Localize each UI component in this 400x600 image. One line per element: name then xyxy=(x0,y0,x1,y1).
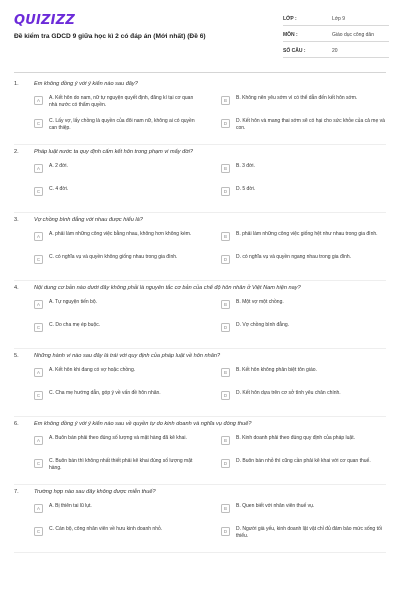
question-header xyxy=(14,281,386,299)
option-letter-box[interactable]: A xyxy=(34,368,43,377)
question-number: 1. xyxy=(14,81,19,87)
document-title: Đề kiểm tra GDCD 9 giữa học kì 2 có đáp án (Mới nhất) (Đề 6) xyxy=(14,33,206,40)
option-text: B. Không nên yêu sớm vì có thể dẫn đến kết hôn sớm. xyxy=(236,95,358,101)
answer-option-b[interactable] xyxy=(221,95,400,115)
option-letter-box[interactable]: D xyxy=(221,187,230,196)
option-text: D. Kết hôn và mang thai sớm sẽ có hại cho sức khỏe của cả mẹ và con. xyxy=(236,118,385,131)
option-letter-box[interactable]: D xyxy=(221,459,230,468)
option-text: B. Quen biết với nhân viên thuế vụ. xyxy=(236,503,315,509)
question-number: 3. xyxy=(14,217,19,223)
question-header xyxy=(14,77,386,95)
question-text: Em không đồng ý với ý kiến nào sau về quyền tự do kinh doanh và nghĩa vụ đóng thuế? xyxy=(34,421,252,427)
answer-option-a[interactable] xyxy=(34,95,221,115)
option-text: D. Người già yếu, kinh doanh lặt vặt chỉ đủ đảm bảo mức sống tối thiểu. xyxy=(236,526,382,539)
question-list xyxy=(0,77,400,600)
question-text: Những hành vi nào sau đây là trái với quy định của pháp luật về hôn nhân? xyxy=(34,353,221,359)
question-header xyxy=(14,349,386,367)
answer-option-d[interactable] xyxy=(221,322,400,342)
meta-value: Lớp 9 xyxy=(332,15,346,22)
option-letter-box[interactable]: A xyxy=(34,436,43,445)
answer-options xyxy=(34,503,386,549)
meta-label: MÔN : xyxy=(283,31,298,38)
answer-option-b[interactable] xyxy=(221,503,400,523)
answer-option-b[interactable] xyxy=(221,299,400,319)
option-text: D. 5 đời. xyxy=(236,186,256,192)
meta-value: 20 xyxy=(332,47,338,54)
option-text: C. Buôn bán thì không nhất thiết phải kê khai đúng số lượng mặt hàng. xyxy=(49,458,193,471)
question-text: Trường hợp nào sau đây không được miễn thuế? xyxy=(34,489,156,495)
question-divider xyxy=(14,552,386,553)
question-text: Pháp luật nước ta quy định cấm kết hôn trong phạm vi mấy đời? xyxy=(34,149,193,155)
meta-info xyxy=(283,12,389,60)
option-letter-box[interactable]: C xyxy=(34,255,43,264)
question-number: 6. xyxy=(14,421,19,427)
option-letter-box[interactable]: D xyxy=(221,255,230,264)
option-letter-box[interactable]: A xyxy=(34,96,43,105)
option-letter-box[interactable]: A xyxy=(34,504,43,513)
option-letter-box[interactable]: C xyxy=(34,391,43,400)
quizizz-logo[interactable]: QUIZIZZ xyxy=(14,13,75,28)
answer-option-c[interactable] xyxy=(34,458,221,478)
option-text: C. Cha mẹ hướng dẫn, góp ý về vấn đề hôn nhân. xyxy=(49,390,161,396)
option-letter-box[interactable]: C xyxy=(34,119,43,128)
option-letter-box[interactable]: C xyxy=(34,459,43,468)
answer-option-c[interactable] xyxy=(34,390,221,410)
question-2 xyxy=(14,145,386,213)
answer-option-b[interactable] xyxy=(221,231,400,251)
option-text: D. Vợ chồng bình đẳng. xyxy=(236,322,290,328)
answer-option-c[interactable] xyxy=(34,526,221,546)
answer-option-a[interactable] xyxy=(34,231,221,251)
option-letter-box[interactable]: B xyxy=(221,504,230,513)
answer-options xyxy=(34,299,386,345)
answer-option-b[interactable] xyxy=(221,367,400,387)
option-text: C. Cán bộ, công nhân viên về hưu kinh doanh nhỏ. xyxy=(49,526,163,532)
meta-row-class xyxy=(283,12,389,26)
option-text: D. Buôn bán nhỏ thì cũng cần phải kê khai với cơ quan thuế. xyxy=(236,458,371,464)
option-letter-box[interactable]: D xyxy=(221,527,230,536)
option-text: B. Kinh doanh phải theo đúng quy định của pháp luật. xyxy=(236,435,355,441)
option-text: A. Bị thiên tai lũ lụt. xyxy=(49,503,92,509)
meta-row-subject xyxy=(283,28,389,42)
option-letter-box[interactable]: D xyxy=(221,323,230,332)
answer-option-d[interactable] xyxy=(221,118,400,138)
option-letter-box[interactable]: B xyxy=(221,232,230,241)
answer-options xyxy=(34,231,386,277)
answer-option-d[interactable] xyxy=(221,390,400,410)
option-text: A. Buôn bán phải theo đúng số lượng và mặt hàng đã kê khai. xyxy=(49,435,187,441)
answer-option-a[interactable] xyxy=(34,503,221,523)
answer-option-a[interactable] xyxy=(34,435,221,455)
answer-option-d[interactable] xyxy=(221,254,400,274)
option-text: C. Lấy vợ, lấy chồng là quyền của đôi nam nữ, không ai có quyền can thiệp. xyxy=(49,118,195,131)
option-text: B. phải làm những công việc giống hệt như nhau trong gia đình. xyxy=(236,231,378,237)
meta-value: Giáo dục công dân xyxy=(332,31,374,38)
answer-option-c[interactable] xyxy=(34,186,221,206)
question-6 xyxy=(14,417,386,485)
option-text: A. Kết hôn do nam, nữ tự nguyện quyết định, đăng kí tại cơ quan nhà nước có thẩm quyền. xyxy=(49,95,194,108)
question-1 xyxy=(14,77,386,145)
document-header xyxy=(0,0,400,70)
question-header xyxy=(14,145,386,163)
answer-option-a[interactable] xyxy=(34,367,221,387)
question-number: 2. xyxy=(14,149,19,155)
option-letter-box[interactable]: A xyxy=(34,232,43,241)
option-letter-box[interactable]: C xyxy=(34,527,43,536)
question-header xyxy=(14,417,386,435)
question-text: Nội dung cơ bản nào dưới đây không phải là nguyên tắc cơ bản của chế độ hôn nhân ở Việt Nam hiện nay? xyxy=(34,285,301,291)
question-number: 4. xyxy=(14,285,19,291)
question-7 xyxy=(14,485,386,553)
meta-label: SỐ CÂU : xyxy=(283,47,306,54)
question-number: 7. xyxy=(14,489,19,495)
option-text: B. Một vợ một chồng. xyxy=(236,299,284,305)
answer-options xyxy=(34,435,386,481)
meta-row-count xyxy=(283,44,389,58)
header-divider xyxy=(14,72,386,73)
option-letter-box[interactable]: C xyxy=(34,323,43,332)
option-letter-box[interactable]: D xyxy=(221,119,230,128)
question-header xyxy=(14,485,386,503)
answer-option-c[interactable] xyxy=(34,322,221,342)
answer-option-a[interactable] xyxy=(34,163,221,183)
question-4 xyxy=(14,281,386,349)
option-letter-box[interactable]: A xyxy=(34,164,43,173)
option-text: B. Kết hôn không phân biệt tôn giáo. xyxy=(236,367,317,373)
option-letter-box[interactable]: B xyxy=(221,164,230,173)
answer-option-d[interactable] xyxy=(221,526,400,546)
option-text: C. 4 đời. xyxy=(49,186,69,192)
option-letter-box[interactable]: B xyxy=(221,96,230,105)
answer-options xyxy=(34,163,386,209)
answer-option-d[interactable] xyxy=(221,458,400,478)
question-header xyxy=(14,213,386,231)
option-text: A. phải làm những công việc bằng nhau, không hơn không kém. xyxy=(49,231,192,237)
option-letter-box[interactable]: B xyxy=(221,300,230,309)
answer-option-c[interactable] xyxy=(34,118,221,138)
answer-option-b[interactable] xyxy=(221,163,400,183)
option-text: D. Kết hôn dựa trên cơ sở tình yêu chân chính. xyxy=(236,390,341,396)
option-text: C. Do cha mẹ ép buộc. xyxy=(49,322,101,328)
question-text: Em không đồng ý với ý kiến nào sau đây? xyxy=(34,81,138,87)
option-letter-box[interactable]: A xyxy=(34,300,43,309)
answer-options xyxy=(34,367,386,413)
answer-option-d[interactable] xyxy=(221,186,400,206)
question-3 xyxy=(14,213,386,281)
option-letter-box[interactable]: B xyxy=(221,368,230,377)
option-letter-box[interactable]: C xyxy=(34,187,43,196)
option-text: A. 2 đời. xyxy=(49,163,68,169)
answer-option-c[interactable] xyxy=(34,254,221,274)
meta-label: LỚP : xyxy=(283,15,297,22)
option-letter-box[interactable]: B xyxy=(221,436,230,445)
option-text: A. Tự nguyện tiến bộ. xyxy=(49,299,98,305)
option-letter-box[interactable]: D xyxy=(221,391,230,400)
question-text: Vợ chồng bình đẳng với nhau được hiểu là? xyxy=(34,217,143,223)
option-text: D. có nghĩa vụ và quyền ngang nhau trong gia đình. xyxy=(236,254,352,260)
answer-option-a[interactable] xyxy=(34,299,221,319)
answer-options xyxy=(34,95,386,141)
question-number: 5. xyxy=(14,353,19,359)
option-text: A. Kết hôn khi đang có vợ hoặc chồng. xyxy=(49,367,136,373)
option-text: C. có nghĩa vụ và quyền không giống nhau trong gia đình. xyxy=(49,254,178,260)
option-text: B. 3 đời. xyxy=(236,163,255,169)
answer-option-b[interactable] xyxy=(221,435,400,455)
question-5 xyxy=(14,349,386,417)
